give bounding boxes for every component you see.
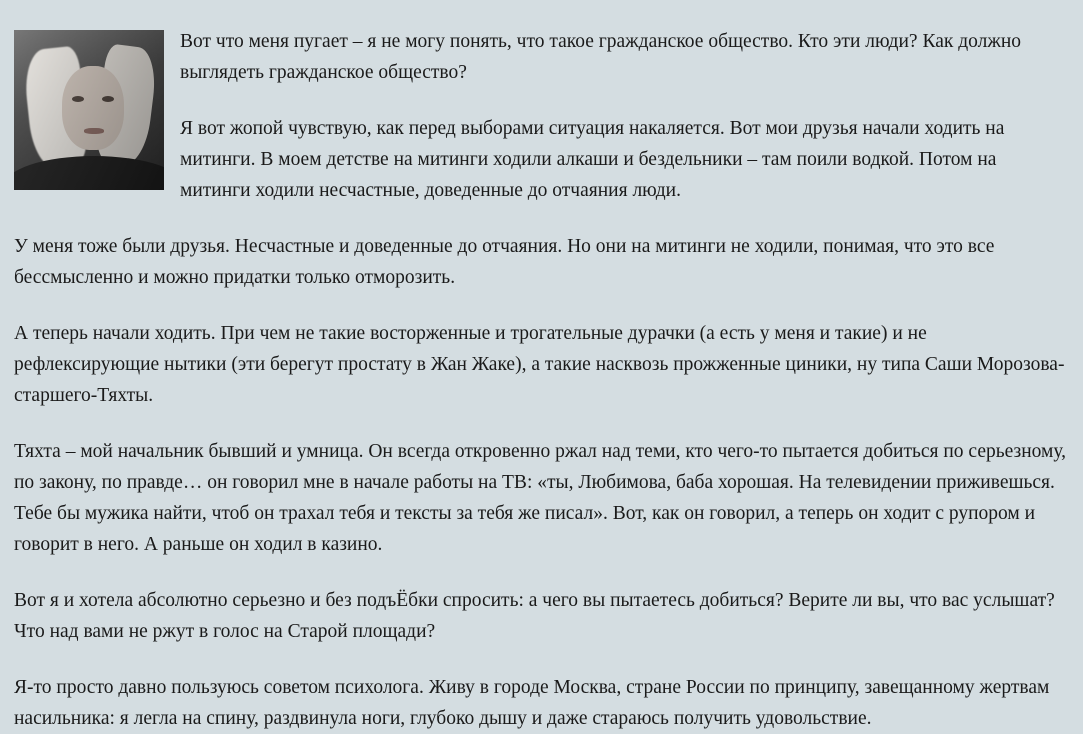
portrait-eye-right xyxy=(102,96,114,102)
portrait-shoulders xyxy=(14,156,164,190)
portrait-face xyxy=(62,66,124,150)
portrait-eye-left xyxy=(72,96,84,102)
article-paragraph-6: Вот я и хотела абсолютно серьезно и без подъЁбки спросить: а чего вы пытаетесь добиться? Верите ли вы, что вас услышат? Что над вами не ржут в голос на Старой площади? xyxy=(14,590,1055,642)
article-paragraph-7: Я-то просто давно пользуюсь советом психолога. Живу в городе Москва, стране России по принципу, завещанному жертвам насильника: я легла на спину, раздвинула ноги, глубоко дышу и даже стараюсь получить удовольствие. xyxy=(14,677,1050,729)
article-paragraph-3: У меня тоже были друзья. Несчастные и доведенные до отчаяния. Но они на митинги не ходили, понимая, что это все бессмысленно и можно придатки только отморозить. xyxy=(14,236,995,288)
article-paragraph-2: Я вот жопой чувствую, как перед выборами ситуация накаляется. Вот мои друзья начали ходить на митинги. В моем детстве на митинги ходили алкаши и бездельники – там поили водкой. Потом на митинги ходили несчастные, доведенные до отчаяния люди. xyxy=(180,118,1005,201)
article-paragraph-1: Вот что меня пугает – я не могу понять, что такое гражданское общество. Кто эти люди? Как должно выглядеть гражданское общество? xyxy=(180,31,1022,83)
article-paragraph-4: А теперь начали ходить. При чем не такие восторженные и трогательные дурачки (а есть у меня и такие) и не рефлексирующие нытики (эти берегут простату в Жан Жаке), а такие насквозь прожженные циники, ну типа Саши Морозова-старшего-Тяхты. xyxy=(14,323,1065,406)
article-paragraph-5: Тяхта – мой начальник бывший и умница. Он всегда откровенно ржал над теми, кто чего-то пытается добиться по серьезному, по закону, по правде… он говорил мне в начале работы на ТВ: «ты, Любимова, баба хорошая. На телевидении приживешься. Тебе бы мужика найти, чтоб он трахал тебя и тексты за тебя же писал». Вот, как он говорил, а теперь он ходит с рупором и говорит в него. А раньше он ходил в казино. xyxy=(14,441,1067,555)
portrait-photo xyxy=(14,30,164,190)
portrait-mouth xyxy=(84,128,104,134)
article-body xyxy=(14,26,1069,734)
